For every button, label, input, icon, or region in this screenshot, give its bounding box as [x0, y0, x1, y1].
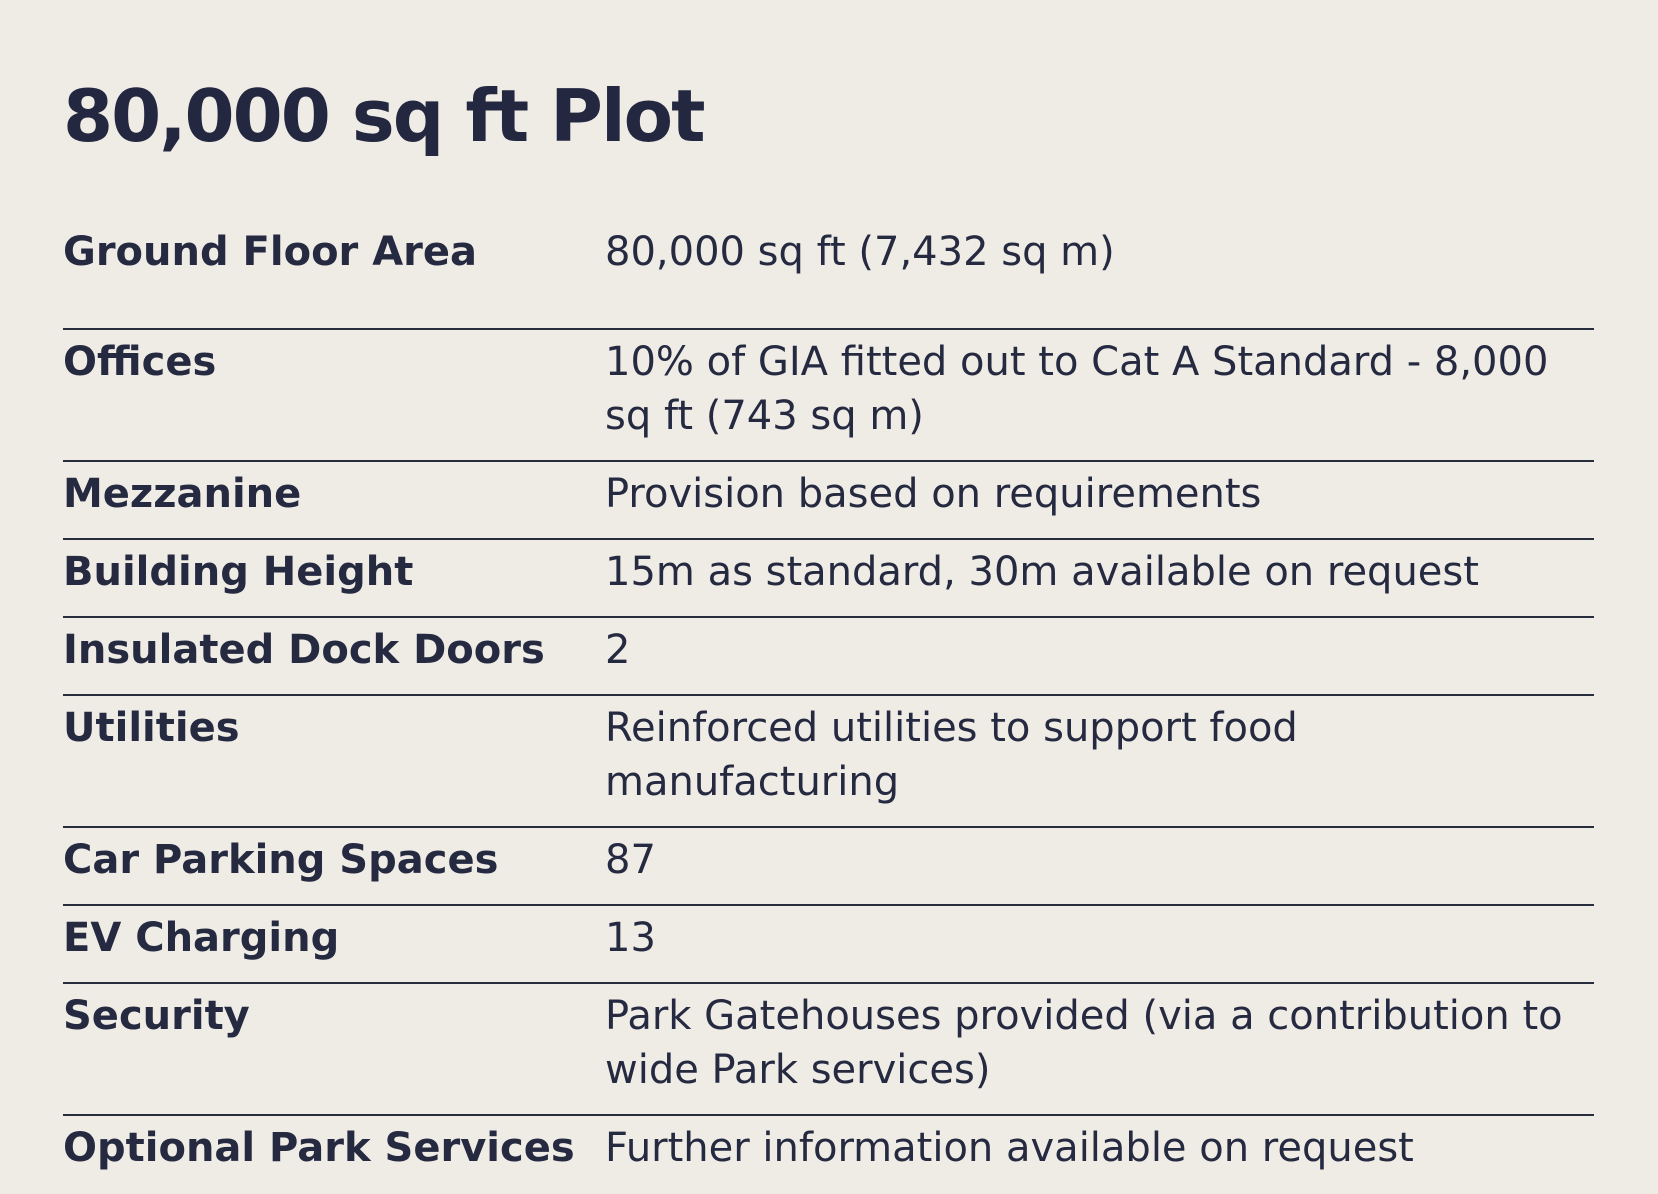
row-value-ground-floor-area: 80,000 sq ft (7,432 sq m) — [605, 229, 1115, 275]
row-value-mezzanine: Provision based on requirements — [605, 471, 1262, 517]
row-label-car-parking-spaces: Car Parking Spaces — [63, 837, 499, 883]
row-label-security: Security — [63, 993, 250, 1039]
row-value-insulated-dock-doors: 2 — [605, 627, 631, 673]
table-row — [63, 696, 1594, 828]
row-label-optional-park-services: Optional Park Services — [63, 1125, 575, 1171]
row-label-mezzanine: Mezzanine — [63, 471, 302, 517]
table-row — [63, 229, 1594, 330]
table-row — [63, 828, 1594, 906]
row-value-offices: 10% of GIA fitted out to Cat A Standard - 8,000 sq ft (743 sq m) — [605, 339, 1549, 439]
row-label-ground-floor-area: Ground Floor Area — [63, 229, 478, 275]
row-value-optional-park-services: Further information available on request — [605, 1125, 1414, 1171]
row-value-security: Park Gatehouses provided (via a contribution to wide Park services) — [605, 993, 1563, 1093]
table-row — [63, 906, 1594, 984]
row-label-insulated-dock-doors: Insulated Dock Doors — [63, 627, 545, 673]
table-row — [63, 330, 1594, 462]
row-label-offices: Offices — [63, 339, 217, 385]
page-title: 80,000 sq ft Plot — [63, 74, 704, 158]
table-row — [63, 984, 1594, 1116]
row-value-ev-charging: 13 — [605, 915, 656, 961]
table-row — [63, 540, 1594, 618]
table-row — [63, 1116, 1594, 1194]
row-value-utilities: Reinforced utilities to support food manufacturing — [605, 705, 1298, 805]
row-value-car-parking-spaces: 87 — [605, 837, 656, 883]
row-value-building-height: 15m as standard, 30m available on request — [605, 549, 1479, 595]
table-row — [63, 618, 1594, 696]
row-label-building-height: Building Height — [63, 549, 414, 595]
row-label-utilities: Utilities — [63, 705, 240, 751]
table-row — [63, 462, 1594, 540]
spec-table — [63, 229, 1594, 1194]
row-label-ev-charging: EV Charging — [63, 915, 340, 961]
